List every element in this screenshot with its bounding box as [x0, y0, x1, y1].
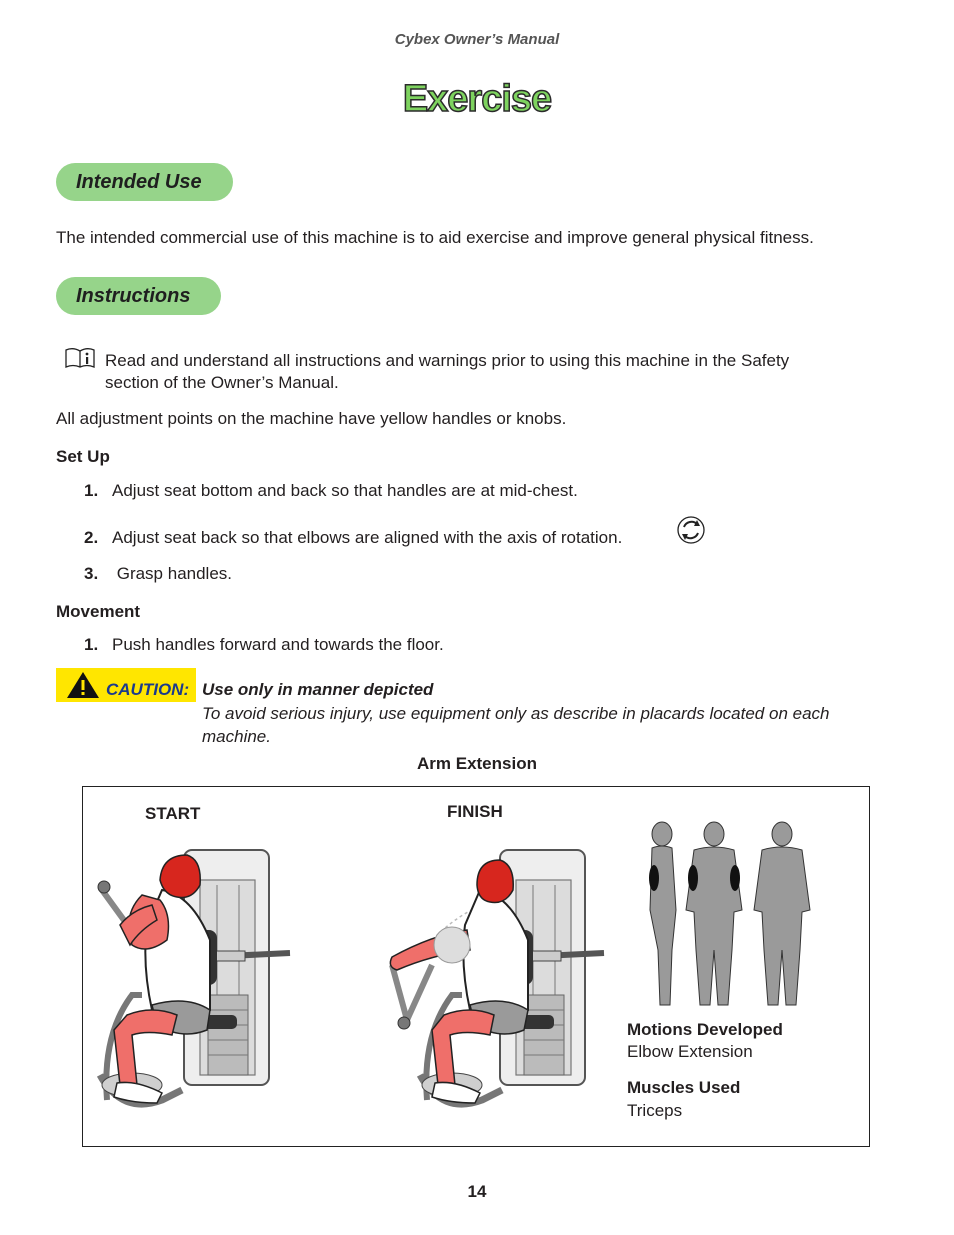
setup-heading: Set Up [56, 447, 110, 466]
muscles-used-value: Triceps [627, 1101, 683, 1120]
start-label: START [145, 804, 201, 823]
muscles-used-heading: Muscles Used [627, 1078, 741, 1097]
movement-step [84, 634, 444, 656]
adjustment-note: All adjustment points on the machine have yellow handles or knobs. [56, 409, 567, 428]
manual-info-icon [64, 347, 96, 369]
warning-triangle-icon [66, 671, 100, 699]
intended-use-heading: Intended Use [56, 163, 233, 201]
movement-heading: Movement [56, 602, 141, 621]
caution-title: Use only in manner depicted [202, 680, 434, 699]
motions-developed-heading: Motions Developed [627, 1020, 783, 1039]
setup-step [84, 527, 622, 549]
step-number: 1. [84, 635, 99, 654]
finish-label: FINISH [447, 802, 503, 821]
caution-desc-line2: machine. [202, 727, 271, 746]
muscle-anatomy-illustration [634, 820, 824, 1010]
step-text: Push handles forward and towards the floor. [112, 635, 444, 654]
caution-label: CAUTION: [106, 680, 190, 699]
instructions-heading: Instructions [56, 277, 221, 315]
read-instructions-line1: Read and understand all instructions and warnings prior to using this machine in the Safety [105, 351, 790, 370]
start-position-illustration [92, 845, 297, 1115]
motions-developed-value: Elbow Extension [627, 1042, 753, 1061]
manual-header: Cybex Owner’s Manual [394, 31, 560, 48]
step-number: 1. [84, 481, 99, 500]
step-number: 3. [84, 564, 99, 583]
step-text: Adjust seat bottom and back so that handles are at mid-chest. [112, 481, 578, 500]
step-text: Grasp handles. [112, 564, 233, 583]
page-title: Exercise [402, 78, 552, 120]
figure-caption: Arm Extension [417, 754, 537, 773]
finish-position-illustration [372, 845, 617, 1115]
step-text: Adjust seat back so that elbows are aligned with the axis of rotation. [112, 528, 623, 547]
intended-use-text: The intended commercial use of this machine is to aid exercise and improve general physical fitness. [56, 228, 814, 247]
read-instructions-line2: section of the Owner’s Manual. [105, 373, 339, 392]
page-number: 14 [467, 1182, 487, 1201]
setup-step [84, 480, 578, 502]
step-number: 2. [84, 528, 99, 547]
rotation-axis-icon [676, 515, 706, 545]
setup-step [84, 563, 232, 585]
caution-desc-line1: To avoid serious injury, use equipment only as describe in placards located on each [202, 704, 830, 723]
